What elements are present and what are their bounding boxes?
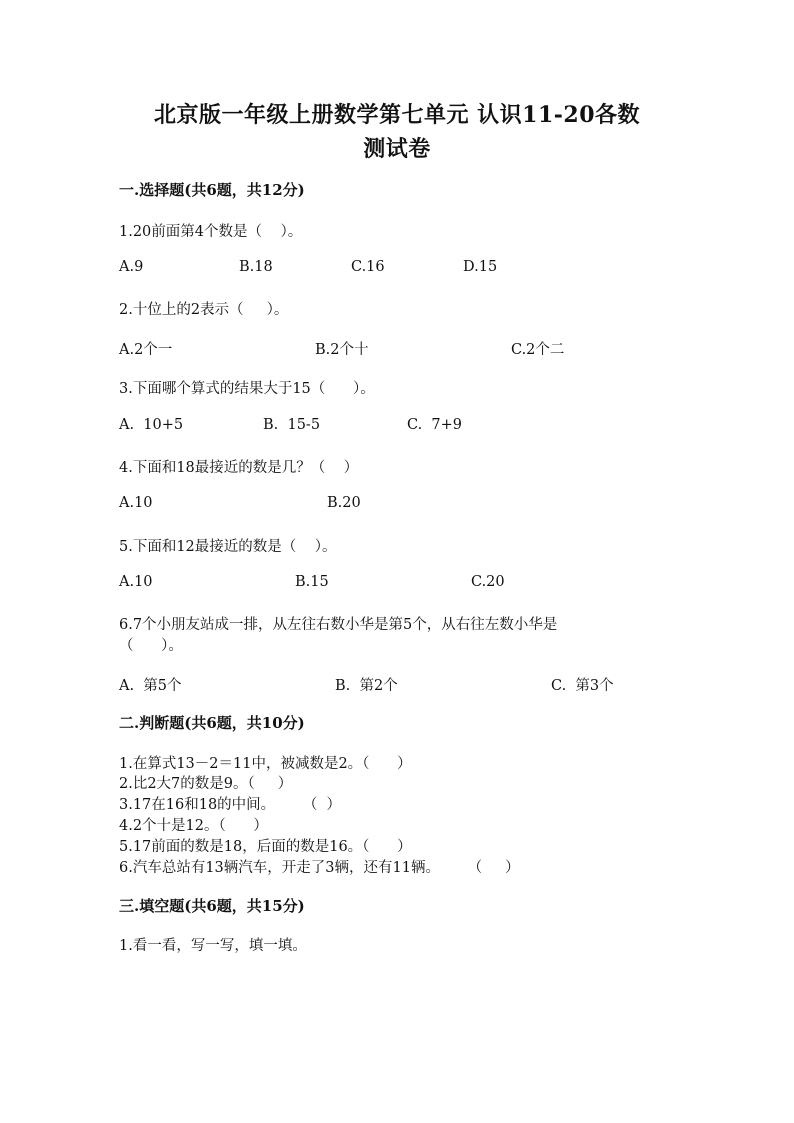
question-3-option-b: B. 15-5 (263, 417, 321, 433)
question-5-option-b: B.15 (295, 574, 329, 590)
judge-item-3: 3.17在16和18的中间。 （ ） (119, 797, 342, 813)
section-heading-judge: 二.判断题(共6题，共10分) (119, 714, 305, 732)
question-3: 3.下面哪个算式的结果大于15（ ）。 (119, 381, 375, 397)
question-6-line-2: （ ）。 (119, 638, 183, 654)
question-2-option-b: B.2个十 (315, 342, 369, 358)
question-4-option-b: B.20 (327, 495, 361, 511)
fill-question-1: 1.看一看，写一写，填一填。 (119, 938, 307, 954)
question-1-option-c: C.16 (351, 259, 385, 275)
judge-item-5: 5.17前面的数是18，后面的数是16。（ ） (119, 839, 412, 855)
judge-item-1: 1.在算式13－2＝11中，被减数是2。（ ） (119, 756, 412, 772)
question-6-option-a: A. 第5个 (119, 678, 182, 694)
question-5-option-a: A.10 (119, 574, 153, 590)
section-heading-choice: 一.选择题(共6题，共12分) (119, 181, 305, 199)
question-6-option-b: B. 第2个 (335, 678, 398, 694)
question-1-option-b: B.18 (239, 259, 273, 275)
question-4: 4.下面和18最接近的数是几？（ ） (119, 460, 359, 476)
page-title-line-2: 测试卷 (363, 136, 431, 162)
question-3-option-c: C. 7+9 (407, 417, 463, 433)
question-1-option-a: A.9 (119, 259, 144, 275)
page-title-line-1: 北京版一年级上册数学第七单元 认识11-20各数 (153, 102, 641, 128)
question-6-option-c: C. 第3个 (551, 678, 614, 694)
question-5-option-c: C.20 (471, 574, 505, 590)
section-heading-fill: 三.填空题(共6题，共15分) (119, 897, 305, 915)
judge-item-6: 6.汽车总站有13辆汽车，开走了3辆，还有11辆。 （ ） (119, 860, 520, 876)
judge-item-2: 2.比2大7的数是9。（ ） (119, 776, 293, 792)
question-3-option-a: A. 10+5 (119, 417, 184, 433)
question-1-option-d: D.15 (463, 259, 498, 275)
question-2: 2.十位上的2表示（ ）。 (119, 302, 289, 318)
question-1: 1.20前面第4个数是（ ）。 (119, 224, 303, 240)
judge-item-4: 4.2个十是12。（ ） (119, 818, 268, 834)
question-5: 5.下面和12最接近的数是（ ）。 (119, 539, 337, 555)
question-4-option-a: A.10 (119, 495, 153, 511)
question-2-option-a: A.2个一 (119, 342, 173, 358)
question-2-option-c: C.2个二 (511, 342, 565, 358)
question-6-line-1: 6.7个小朋友站成一排，从左往右数小华是第5个，从右往左数小华是 (119, 617, 558, 633)
